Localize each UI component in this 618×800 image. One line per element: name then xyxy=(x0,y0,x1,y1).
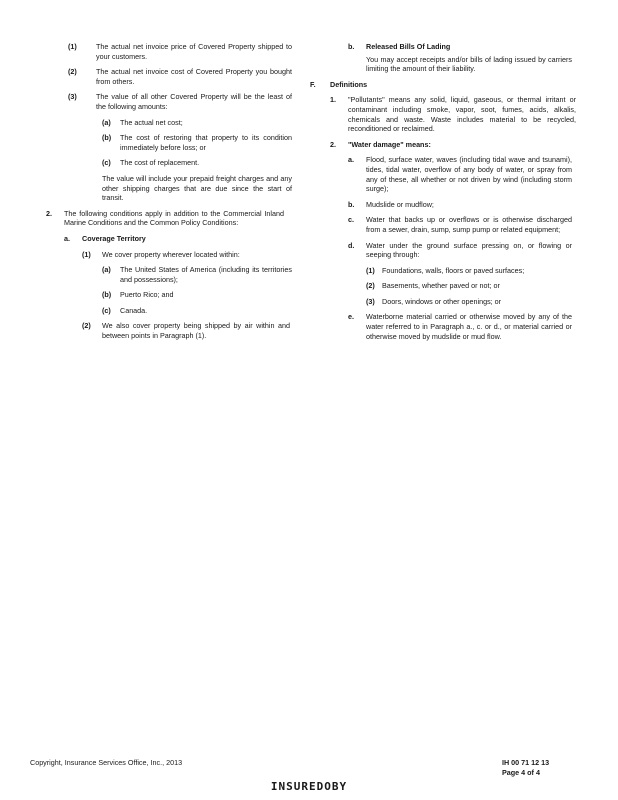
item-number: (a) xyxy=(102,117,111,127)
item-text: The cost of restoring that property to its condition immediately before loss; or xyxy=(120,133,292,152)
item-number: (c) xyxy=(102,158,111,168)
definition-text: "Pollutants" means any solid, liquid, gaseous, or thermal irritant or contaminant including smoke, vapor, soot, fumes, acids, alkalis, chemicals and waste. Waste includes material to be recycled, reconditioned or reclaimed. xyxy=(348,95,576,134)
item-letter: d. xyxy=(348,240,355,250)
item-text: Canada. xyxy=(120,305,148,315)
item-text: We also cover property being shipped by air within and between points in Paragraph (1). xyxy=(102,321,290,341)
item-text: The United States of America (including its territories and possessions); xyxy=(120,265,292,284)
right-column xyxy=(310,42,582,347)
subsection-letter: b. xyxy=(348,42,355,51)
item-1 xyxy=(68,42,296,61)
section-title: Definitions xyxy=(330,79,368,89)
form-number: IH 00 71 12 13 xyxy=(502,758,550,767)
item-text: Waterborne material carried or otherwise moved by any of the water referred to in Paragraph a., c. or d., or material carried or otherwise moved by mudslide or mud flow. xyxy=(366,312,572,341)
definition-2 xyxy=(330,140,582,150)
section-letter: F. xyxy=(310,79,316,89)
definition-2d1 xyxy=(366,266,582,276)
item-a1a xyxy=(102,265,296,284)
brand-watermark: INSUREDOBY xyxy=(270,780,348,793)
item-number: (b) xyxy=(102,133,112,143)
item-text: Puerto Rico; and xyxy=(120,290,174,300)
item-number: (b) xyxy=(102,290,112,300)
item-text: Foundations, walls, floors or paved surfaces; xyxy=(382,265,525,275)
subsection-a xyxy=(64,234,296,244)
definition-2b xyxy=(348,200,582,210)
item-text: Basements, whether paved or not; or xyxy=(382,281,500,291)
item-number: (2) xyxy=(366,281,375,291)
item-text: The actual net invoice price of Covered Property shipped to your customers. xyxy=(96,42,292,61)
item-text: The cost of replacement. xyxy=(120,158,200,168)
item-text: Mudslide or mudflow; xyxy=(366,199,434,209)
item-number: (1) xyxy=(366,265,375,275)
definition-2e xyxy=(348,312,582,341)
item-number: (c) xyxy=(102,305,111,315)
item-letter: c. xyxy=(348,215,354,225)
definition-text: "Water damage" means: xyxy=(348,139,431,149)
item-3 xyxy=(68,92,296,111)
subsection-letter: a. xyxy=(64,233,70,243)
definition-number: 1. xyxy=(330,95,336,105)
item-text: Flood, surface water, waves (including tidal wave and tsunami), tides, tidal water, overflow of any body of water, or spray from any of these, all whether or not driven by wind (including storm surge); xyxy=(366,155,572,194)
definition-1 xyxy=(330,95,582,133)
definition-2d2 xyxy=(366,281,582,291)
item-text: The value of all other Covered Property will be the least of the following amounts: xyxy=(96,92,292,111)
item-letter: e. xyxy=(348,312,354,322)
item-a1b xyxy=(102,290,296,300)
definition-number: 2. xyxy=(330,139,336,149)
item-a1c xyxy=(102,306,296,316)
subsection-b xyxy=(348,42,582,52)
item-letter: b. xyxy=(348,199,355,209)
item-text: We cover property wherever located within: xyxy=(102,249,240,259)
item-text: Water that backs up or overflows or is otherwise discharged from a sewer, drain, sump, sump pump or related equipment; xyxy=(366,215,572,234)
item-a2 xyxy=(82,321,296,340)
definition-2d3 xyxy=(366,297,582,307)
item-number: (1) xyxy=(82,249,91,259)
item-2 xyxy=(68,67,296,86)
item-number: (2) xyxy=(82,321,91,331)
item-text: The actual net invoice cost of Covered Property you bought from others. xyxy=(96,67,292,86)
section-number: 2. xyxy=(46,208,52,218)
section-F xyxy=(310,80,582,90)
definition-2c xyxy=(348,215,582,234)
copyright-notice: Copyright, Insurance Services Office, Inc., 2013 xyxy=(30,758,183,767)
item-text: The actual net cost; xyxy=(120,117,183,127)
item-3b xyxy=(102,133,296,152)
section-2 xyxy=(46,209,296,228)
item-3c xyxy=(102,158,296,168)
item-number: (3) xyxy=(366,296,375,306)
page-number: Page 4 of 4 xyxy=(502,767,540,777)
value-note: The value will include your prepaid freight charges and any other shipping charges that are due since the start of transit. xyxy=(102,173,292,203)
item-a1 xyxy=(82,250,296,260)
item-number: (2) xyxy=(68,67,77,77)
item-text: Doors, windows or other openings; or xyxy=(382,296,502,306)
section-text: The following conditions apply in addition to the Commercial Inland Marine Conditions and the Common Policy Conditions: xyxy=(64,208,284,228)
item-letter: a. xyxy=(348,155,354,165)
subsection-title: Released Bills Of Lading xyxy=(366,42,451,51)
bills-of-lading-text: You may accept receipts and/or bills of lading issued by carriers limiting the amount of their liability. xyxy=(366,54,572,74)
definition-2a xyxy=(348,155,582,193)
item-3a xyxy=(102,118,296,128)
item-number: (a) xyxy=(102,265,111,275)
item-number: (1) xyxy=(68,42,77,51)
item-number: (3) xyxy=(68,92,77,102)
form-info xyxy=(502,758,549,777)
definition-2d xyxy=(348,241,582,260)
left-column xyxy=(46,42,296,347)
subsection-title: Coverage Territory xyxy=(82,233,146,243)
item-text: Water under the ground surface pressing on, or flowing or seeping through: xyxy=(366,240,572,260)
